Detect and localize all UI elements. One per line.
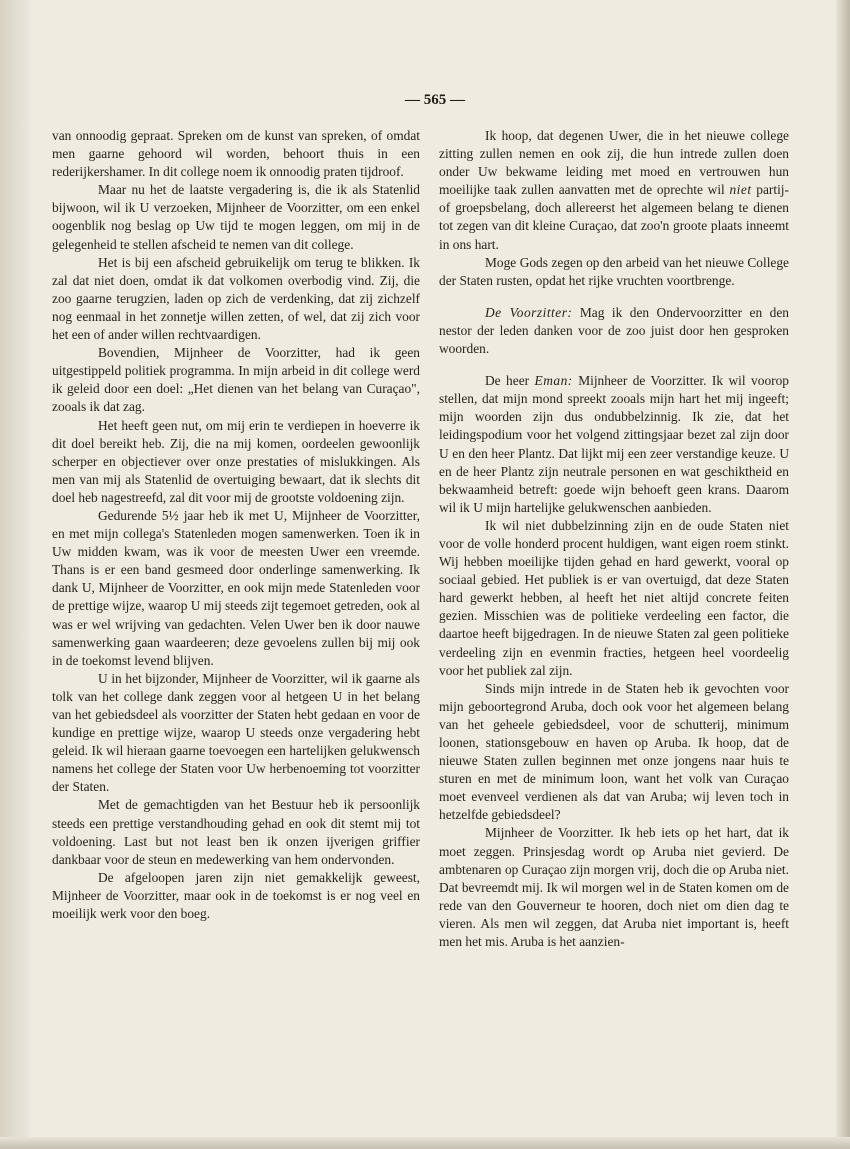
paragraph: van onnoodig gepraat. Spreken om de kunst van spreken, of omdat men gaarne gehoord wil worden, behoort thuis in een rederijkershamer. In dit college noem ik onnoodig praten tijdroof. xyxy=(52,128,420,180)
paragraph-text: partij- of groepsbelang, doch allereerst het algemeen belang te dienen tot zegen van dit kleine Curaçao, dat zoo'n groote plaats inneemt in ons hart. xyxy=(439,182,789,252)
paragraph: Bovendien, Mijnheer de Voorzitter, had ik geen uitgestippeld politiek programma. In mijn arbeid in dit college werd ik geleid door een doel: „Het dienen van het belang van Curaçao", zooals ik dat zag. xyxy=(52,345,420,415)
emphasis-text: niet xyxy=(729,182,752,198)
page-left-shadow xyxy=(0,0,30,1149)
speaker-name: De Voorzitter: xyxy=(485,304,573,320)
left-column xyxy=(52,127,420,923)
paragraph: Mijnheer de Voorzitter. Ik heb iets op het hart, dat ik moet zeggen. Prinsjesdag wordt op Aruba niet gevierd. De ambtenaren op Curaçao zijn morgen vrij, doch die op Aruba niet. Dat bevreemdt mij. Ik wil morgen wel in de Staten komen om de rede van den Gouverneur te hooren, doch niet om dien dag te vieren. Als men wil zeggen, dat Aruba niet important is, heeft men het mis. Aruba is het aanzien- xyxy=(439,825,789,950)
right-column xyxy=(439,127,789,951)
page-number: — 565 — xyxy=(405,92,465,108)
paragraph xyxy=(439,127,789,254)
paragraph: Het is bij een afscheid gebruikelijk om terug te blikken. Ik zal dat niet doen, omdat ik dat volkomen overbodig vind. Zij, die zoo gaarne terugzien, laden op zich de verdenking, dat zij zichzelf nog eenmaal in het zonnetje willen zetten, of wel, dat zij zich voor het een of ander willen rechtvaardigen. xyxy=(52,254,420,343)
speaker-name: Eman: xyxy=(534,373,573,389)
paragraph-text: Ik hoop, dat degenen Uwer, die in het nieuwe college zitting zullen nemen en ook zij, die hun intrede zullen doen onder Uw bekwame leiding met moed en vertrouwen hun moeilijke taak zullen aanvatten met de oprechte wil xyxy=(439,128,789,198)
paragraph-text: Mijnheer de Voorzitter. Ik wil voorop stellen, dat mijn mond spreekt zooals mijn hart het mij ingeeft; mijn woorden zijn dus ondubbelzinnig. Ik zie, dat het leidingspodium voor het volgend zittingsjaar bezet zal zijn door U en den heer Plantz. Dat lijkt mij een zeer verstandige keuze. U en de heer Plantz zijn neutrale personen en wat geschiktheid en bekwaamheid betreft: goede wijn behoeft geen krans. Daarom wil ik U mijn hartelijke gelukwenschen aanbieden. xyxy=(439,373,789,515)
paragraph: Ik wil niet dubbelzinning zijn en de oude Staten niet voor de volle honderd procent huldigen, want eigen roem stinkt. Wij hebben moeilijke tijden gehad en hard gewerkt, vooral op sociaal gebied. Het publiek is er van overtuigd, dat deze Staten hard gewerkt hebben, al heeft het niet altijd concrete feiten gezien. Misschien was de politieke verdeeling een factor, die daartoe heeft bijgedragen. In de nieuwe Staten zal geen politieke verdeeling zijn en evenmin fracties, hetgeen heel voordeelig voor het publiek zal zijn. xyxy=(439,517,789,678)
paragraph xyxy=(439,372,789,517)
paragraph xyxy=(439,304,789,358)
page-bottom-edge xyxy=(0,1137,850,1149)
paragraph: Met de gemachtigden van het Bestuur heb ik persoonlijk steeds een prettige verstandhouding gehad en ook dit stemt mij tot voldoening. Last but not least ben ik onzen ijverigen griffier dankbaar voor de steun en medewerking van hem ondervonden. xyxy=(52,797,420,867)
paragraph: Sinds mijn intrede in de Staten heb ik gevochten voor mijn geboortegrond Aruba, doch ook voor het algemeen belang van het geheele gebiedsdeel, voor de schutterij, minimum loonen, stationsgebouw en haven op Aruba. Ik hoop, dat de nieuwe Staten zullen beginnen met onze jongens naar huis te sturen en met de minimum loon, want het volk van Curaçao moet evenveel verdienen als dat van Aruba; wij leven toch in hetzelfde gebiedsdeel? xyxy=(439,680,789,823)
paragraph: Maar nu het de laatste vergadering is, die ik als Statenlid bijwoon, wil ik U verzoeken, Mijnheer de Voorzitter, om een enkel oogenblik nog beslag op Uw tijd te mogen leggen, om mij in de gelegenheid te stellen afscheid te nemen van dit college. xyxy=(52,182,420,252)
paragraph: Gedurende 5½ jaar heb ik met U, Mijnheer de Voorzitter, en met mijn collega's Statenleden mogen samenwerken. Toen ik in Uw midden kwam, was ik voor de meesten Uwer een vreemde. Thans is er een band gesmeed door onderlinge samenwerking. Ik dank U, Mijnheer de Voorzitter, en ook mijn mede Statenleden voor de prettige wijze, waarop U mij steeds zijt tegemoet getreden, ook al was er wel wrijving van gedachten. Velen Uwer ben ik door nauwe samenwerking gaan waardeeren; deze gevoelens zullen bij mij ook in de toekomst levend blijven. xyxy=(52,507,420,668)
paragraph: De afgeloopen jaren zijn niet gemakkelijk geweest, Mijnheer de Voorzitter, maar ook in de toekomst is er nog veel en moeilijk werk voor den boeg. xyxy=(52,869,420,922)
paragraph: Het heeft geen nut, om mij erin te verdiepen in hoeverre ik dit doel bereikt heb. Zij, die na mij komen, oordeelen gewoonlijk scherper en objectiever over onze prestaties of mislukkingen. Als men van mij als Statenlid de overtuiging bewaart, dat ik slechts dit doel heb nagestreefd, zal dit voor mij de grootste voldoening zijn. xyxy=(52,417,420,505)
paragraph: U in het bijzonder, Mijnheer de Voorzitter, wil ik gaarne als tolk van het college dank zeggen voor al hetgeen U in het belang van het gebiedsdeel als voorzitter der Staten hebt gedaan en voor de kundige en prettige wijze, waarop U steeds onze vergadering hebt geleid. Ik wil hieraan gaarne toevoegen een hartelijken gelukwensch namens het college der Staten voor Uw herbenoeming tot voorzitter der Staten. xyxy=(52,670,420,795)
paragraph: Moge Gods zegen op den arbeid van het nieuwe College der Staten rusten, opdat het rijke vruchten voortbrenge. xyxy=(439,254,789,288)
paragraph-text: Mag ik den Ondervoorzitter en den nestor der leden danken voor de zoo juist door hen gesproken woorden. xyxy=(439,304,789,357)
paragraph-text: De heer xyxy=(485,373,535,389)
page-right-edge xyxy=(836,0,850,1149)
